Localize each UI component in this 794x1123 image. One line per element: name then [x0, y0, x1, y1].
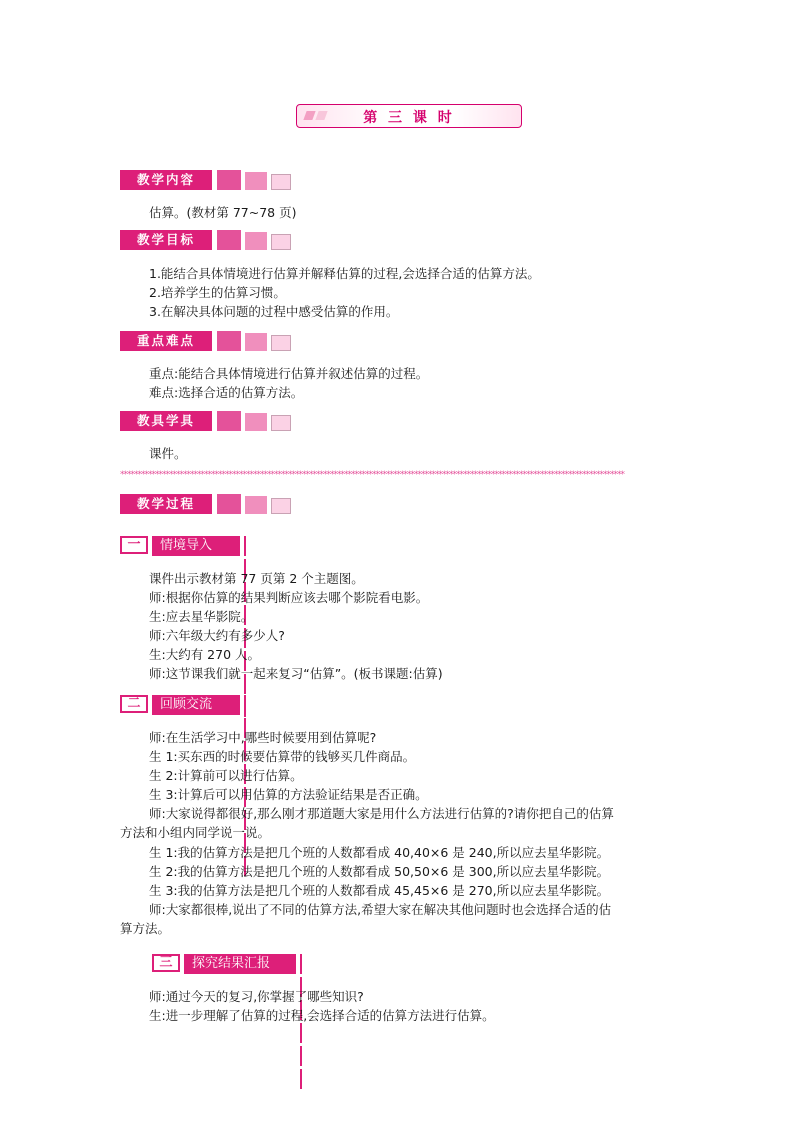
goal-line: 3.在解决具体问题的过程中感受估算的作用。	[149, 304, 399, 319]
dialogue-line: 生:大约有 270 人。	[149, 647, 261, 662]
step-stripes	[244, 695, 249, 715]
section-label: 教学过程	[120, 494, 212, 514]
header-square	[245, 232, 267, 250]
dialogue-line: 生 3:计算后可以用估算的方法验证结果是否正确。	[149, 787, 428, 802]
dialogue-line: 生 1:买东西的时候要估算带的钱够买几件商品。	[149, 749, 416, 764]
dialogue-line: 生 2:计算前可以进行估算。	[149, 768, 303, 783]
dialogue-line: 生 2:我的估算方法是把几个班的人数都看成 50,50×6 是 300,所以应去星华影院。	[149, 864, 610, 879]
dialogue-line: 生:进一步理解了估算的过程,会选择合适的估算方法进行估算。	[149, 1008, 495, 1023]
dialogue-line: 师:大家说得都很好,那么刚才那道题大家是用什么方法进行估算的?请你把自己的估算	[149, 806, 614, 821]
header-square	[217, 170, 241, 190]
header-square	[217, 230, 241, 250]
key-point-line: 难点:选择合适的估算方法。	[149, 385, 304, 400]
dialogue-line: 方法和小组内同学说一说。	[120, 825, 271, 840]
tools-line: 课件。	[149, 446, 187, 461]
dialogue-line: 师:在生活学习中,哪些时候要用到估算呢?	[149, 730, 377, 745]
header-square	[271, 498, 291, 514]
key-point-line: 重点:能结合具体情境进行估算并叙述估算的过程。	[149, 366, 429, 381]
content-line: 估算。(教材第 77~78 页)	[149, 205, 297, 220]
dialogue-line: 生 1:我的估算方法是把几个班的人数都看成 40,40×6 是 240,所以应去星华影院。	[149, 845, 610, 860]
dialogue-line: 师:六年级大约有多少人?	[149, 628, 285, 643]
dialogue-line: 师:根据你估算的结果判断应该去哪个影院看电影。	[149, 590, 429, 605]
dialogue-line: 课件出示教材第 77 页第 2 个主题图。	[149, 571, 364, 586]
dialogue-line: 师:大家都很棒,说出了不同的估算方法,希望大家在解决其他问题时也会选择合适的估	[149, 902, 612, 917]
header-square	[245, 172, 267, 190]
goal-line: 1.能结合具体情境进行估算并解释估算的过程,会选择合适的估算方法。	[149, 266, 540, 281]
header-square	[245, 496, 267, 514]
step-number: 三	[152, 954, 180, 972]
header-square	[271, 415, 291, 431]
goal-line: 2.培养学生的估算习惯。	[149, 285, 286, 300]
step-title: 探究结果汇报	[184, 954, 296, 974]
section-label: 教具学具	[120, 411, 212, 431]
header-square	[245, 333, 267, 351]
step-number: 一	[120, 536, 148, 554]
step-title: 情境导入	[152, 536, 240, 556]
header-square	[217, 494, 241, 514]
dialogue-line: 生 3:我的估算方法是把几个班的人数都看成 45,45×6 是 270,所以应去星华影院。	[149, 883, 610, 898]
header-square	[245, 413, 267, 431]
section-label: 教学内容	[120, 170, 212, 190]
header-square	[217, 331, 241, 351]
section-label: 重点难点	[120, 331, 212, 351]
dialogue-line: 师:通过今天的复习,你掌握了哪些知识?	[149, 989, 364, 1004]
dialogue-line: 算方法。	[120, 921, 171, 936]
lesson-title: 第 三 课 时	[363, 110, 455, 126]
dialogue-line: 生:应去星华影院。	[149, 609, 254, 624]
dialogue-line: 师:这节课我们就一起来复习“估算”。(板书课题:估算)	[149, 666, 443, 681]
header-square	[271, 174, 291, 190]
step-number: 二	[120, 695, 148, 713]
header-square	[271, 335, 291, 351]
lesson-title-box	[296, 104, 522, 128]
header-square	[217, 411, 241, 431]
step-title: 回顾交流	[152, 695, 240, 715]
section-label: 教学目标	[120, 230, 212, 250]
star-divider: ************************************************************************************************************************************************	[120, 470, 624, 480]
step-stripes	[244, 536, 249, 556]
header-square	[271, 234, 291, 250]
step-stripes	[300, 954, 305, 974]
